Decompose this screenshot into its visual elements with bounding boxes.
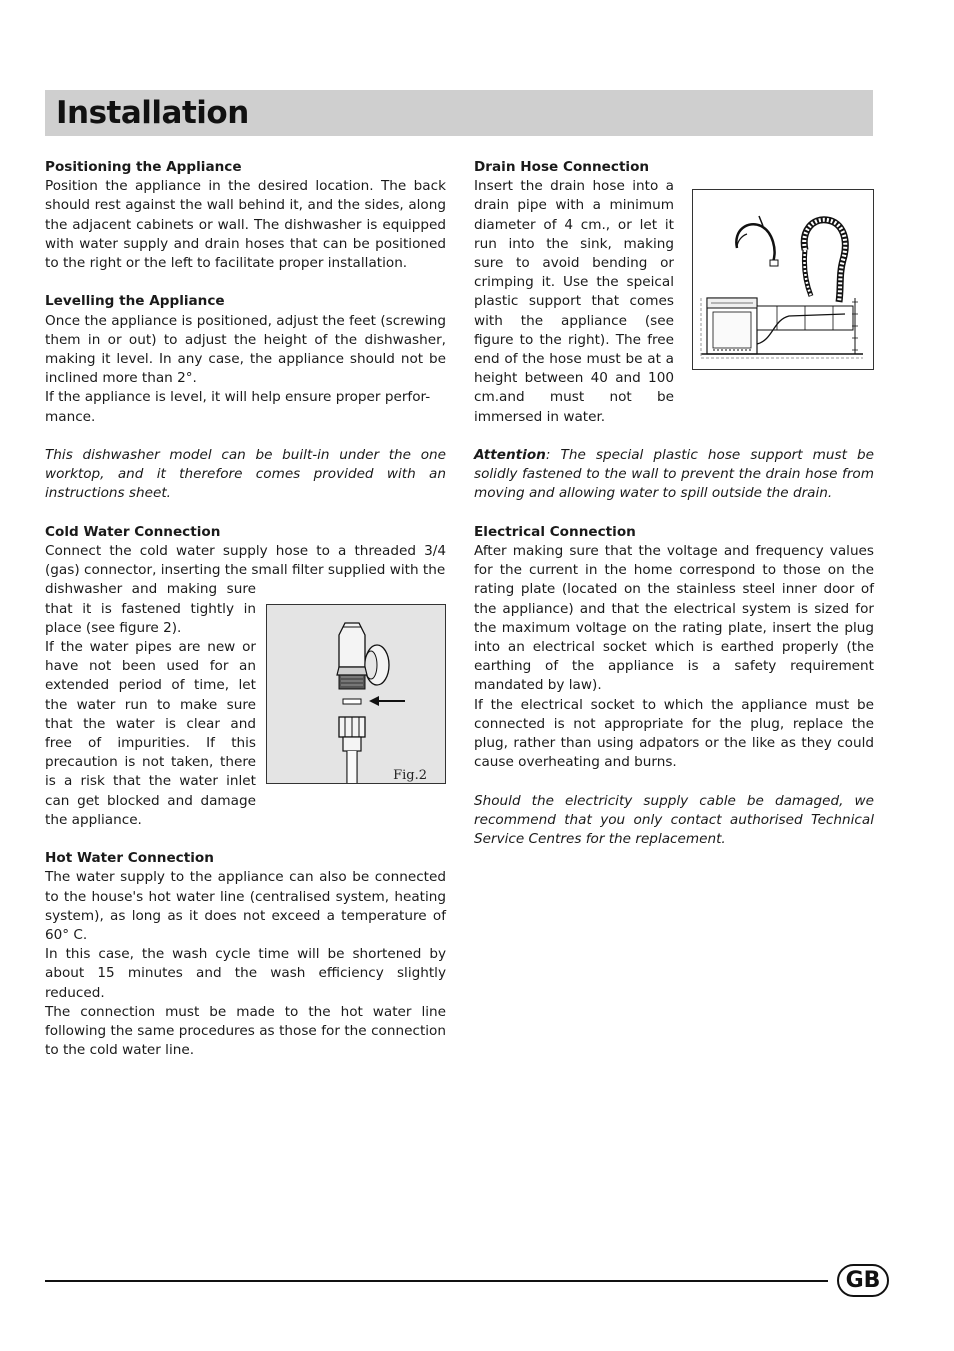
- electrical-heading: Electrical Connection: [474, 523, 636, 540]
- levelling-text-1: Once the appliance is positioned, adjust the feet (screwing them in or out) to adjust the height of the dishwasher, making it level. In any case, the appliance should not be inclined more than 2°.: [45, 312, 446, 387]
- electrical-text-1: After making sure that the voltage and frequency values for the current in the home correspond to those on the rating plate (located on the stainless steel inner door of the appliance) and that the electrical system is sized for the maximum voltage on the rating plate, insert the plug into an electrical socket which is earthed properly (the earthing of the appliance is a safety requirement mandated by law).: [474, 543, 874, 694]
- positioning-text: Position the appliance in the desired location. The back should rest against the wall behind it, and the sides, along the adjacent cabinets or wall. The dishwasher is equipped with water supply and drain hoses that can be positioned to the right or the left to facilitate proper installation.: [45, 178, 446, 272]
- electrical-section: [474, 523, 874, 849]
- levelling-text-2: If the appliance is level, it will help ensure proper perfor- mance.: [45, 389, 431, 425]
- hot-water-text-2: In this case, the wash cycle time will be shortened by about 15 minutes and the wash efficiency slightly reduced.: [45, 946, 446, 1001]
- hot-water-section: [45, 849, 446, 1060]
- tap-filter-illustration: [267, 605, 445, 783]
- positioning-heading: Positioning the Appliance: [45, 159, 242, 175]
- drain-hose-illustration: [693, 190, 873, 369]
- attention-text: : The special plastic hose support must be solidly fastened to the wall to prevent the drain hose from moving and allowing water to spill outside the drain.: [474, 447, 874, 502]
- language-badge: GB: [837, 1264, 889, 1297]
- attention-label: Attention: [474, 447, 546, 464]
- cold-water-narrow-block: [45, 580, 256, 830]
- hot-water-text-1: The water supply to the appliance can also be connected to the house's hot water line (centralised system, heating system), as long as it does not exceed a temperature of 60° C.: [45, 869, 446, 944]
- levelling-note: This dishwasher model can be built-in under the one worktop, and it therefore comes provided with an instructions sheet.: [45, 447, 446, 502]
- drain-attention: [474, 446, 874, 504]
- electrical-note: Should the electricity supply cable be damaged, we recommend that you only contact authorised Technical Service Centres for the replacement.: [474, 792, 874, 848]
- cold-water-text-narrow-2: If the water pipes are new or have not been used for an extended period of time, let the water run to make sure that the water is clear and free of impurities. If this precaution is not taken, there is a risk that the water inlet can get blocked and damage the appliance.: [45, 639, 256, 828]
- drain-heading: Drain Hose Connection: [474, 159, 650, 175]
- figure-drain-hose: [692, 189, 874, 370]
- title-bar: [45, 90, 873, 136]
- levelling-section: [45, 292, 446, 503]
- figure-2-tap-filter: [266, 604, 446, 784]
- footer-rule: [45, 1280, 828, 1282]
- electrical-text-2: If the electrical socket to which the appliance must be connected is not appropriate for the plug, replace the plug, rather than using adpators or the like as they could cause overheating and burns.: [474, 696, 874, 771]
- cold-water-text-wide: Connect the cold water supply hose to a threaded 3/4 (gas) connector, inserting the small filter supplied with the: [45, 543, 446, 579]
- figure-2-label: Fig.2: [393, 768, 427, 783]
- page-title: Installation: [56, 95, 249, 131]
- levelling-heading: Levelling the Appliance: [45, 293, 225, 310]
- drain-text: Insert the drain hose into a drain pipe with a minimum diameter of 4 cm., or let it run into the sink, making sure to avoid bending or crimping it. Use the speical plastic support that comes with the appliance (see figure to the right). The free end of the hose must be at a height between 40 and 100 cm.and must not be immersed in water.: [474, 178, 674, 425]
- cold-water-text-narrow-1: dishwasher and making sure that it is fastened tightly in place (see figure 2).: [45, 581, 256, 636]
- hot-water-text-3: The connection must be made to the hot water line following the same procedures as those for the connection to the cold water line.: [45, 1003, 446, 1059]
- positioning-section: [45, 158, 446, 273]
- hot-water-heading: Hot Water Connection: [45, 850, 214, 867]
- cold-water-heading: Cold Water Connection: [45, 523, 221, 540]
